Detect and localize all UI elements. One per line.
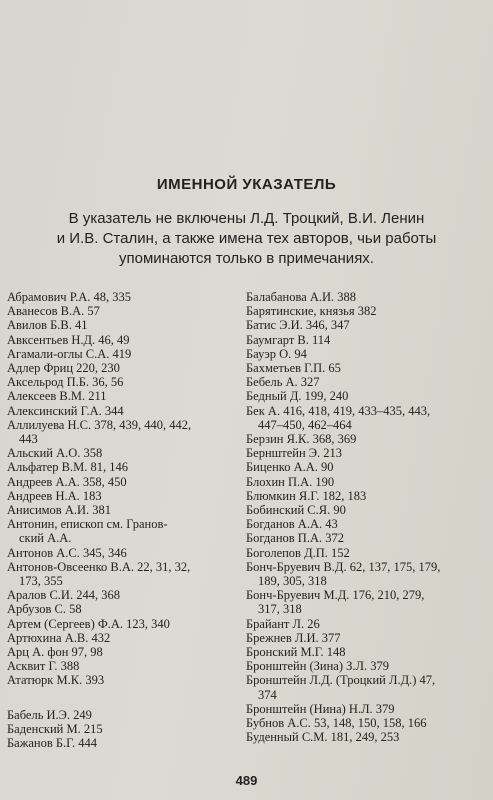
index-column-right	[246, 290, 478, 745]
entry-continuation: 317, 318	[258, 602, 302, 617]
index-entry	[7, 708, 239, 722]
entry-text: Бубнов А.С. 53, 148, 150, 158, 166	[246, 716, 427, 731]
entry-text: Баденский М. 215	[7, 721, 103, 736]
index-entry	[7, 318, 239, 332]
index-entry	[7, 304, 239, 318]
index-entry	[246, 404, 478, 432]
index-entry	[7, 475, 239, 489]
index-entry	[246, 716, 478, 730]
index-group-b	[7, 708, 239, 751]
index-entry	[7, 333, 239, 347]
entry-continuation: 189, 305, 318	[258, 574, 327, 589]
index-entry	[246, 432, 478, 446]
entry-text: Артем (Сергеев) Ф.А. 123, 340	[7, 616, 170, 631]
index-entry	[7, 460, 239, 474]
index-entry	[246, 659, 478, 673]
entry-text: Аралов С.И. 244, 368	[7, 588, 120, 603]
entry-text: Абрамович Р.А. 48, 335	[7, 290, 132, 304]
entry-text: Блохин П.А. 190	[246, 474, 335, 489]
entry-text: Боголепов Д.П. 152	[246, 545, 350, 560]
entry-text: Брежнев Л.И. 377	[246, 630, 341, 645]
index-entry	[246, 318, 478, 332]
index-entry	[7, 489, 239, 503]
entry-text: Аванесов В.А. 57	[7, 304, 100, 319]
index-entry	[7, 631, 239, 645]
entry-text: Анисимов А.И. 381	[7, 503, 112, 518]
entry-text: Антонов А.С. 345, 346	[7, 545, 127, 560]
index-entry	[246, 702, 478, 716]
intro-line: В указатель не включены Л.Д. Троцкий, В.И. Ленин	[68, 210, 425, 227]
index-group-a	[7, 290, 239, 688]
index-entry	[7, 361, 239, 375]
index-entry	[246, 560, 478, 588]
entry-text: Бажанов Б.Г. 444	[7, 736, 97, 751]
index-entry	[7, 418, 239, 446]
entry-text: Аллилуева Н.С. 378, 439, 440, 442,	[7, 417, 192, 432]
entry-text: Баумгарт В. 114	[246, 332, 331, 347]
index-entry	[246, 531, 478, 545]
entry-text: Бронский М.Г. 148	[246, 645, 346, 660]
entry-continuation: 173, 355	[19, 574, 63, 589]
entry-text: Ататюрк М.К. 393	[7, 673, 105, 688]
entry-text: Буденный С.М. 181, 249, 253	[246, 730, 400, 745]
entry-text: Биценко А.А. 90	[246, 460, 334, 475]
entry-text: Арц А. фон 97, 98	[7, 645, 103, 660]
index-entry	[246, 517, 478, 531]
index-entry	[246, 588, 478, 616]
index-entry	[246, 617, 478, 631]
entry-text: Алексинский Г.А. 344	[7, 403, 124, 418]
entry-text: Балабанова А.И. 388	[246, 290, 357, 304]
entry-text: Блюмкин Я.Г. 182, 183	[246, 488, 367, 503]
letter-gap	[7, 688, 239, 708]
index-entry	[7, 588, 239, 602]
entry-text: Бахметьев Г.П. 65	[246, 361, 341, 376]
index-entry	[246, 347, 478, 361]
index-entry	[7, 645, 239, 659]
index-entry	[7, 290, 239, 304]
index-entry	[246, 333, 478, 347]
index-entry	[7, 517, 239, 545]
index-entry	[7, 446, 239, 460]
index-entry	[7, 617, 239, 631]
entry-text: Агамали-оглы С.А. 419	[7, 346, 132, 361]
entry-continuation: 374	[258, 687, 277, 702]
index-group-b-cont	[246, 290, 478, 745]
index-entry	[246, 389, 478, 403]
index-entry	[246, 673, 478, 701]
entry-continuation: 447–450, 462–464	[258, 417, 352, 432]
entry-continuation: 443	[19, 432, 38, 447]
entry-text: Бобинский С.Я. 90	[246, 503, 346, 518]
entry-text: Батис Э.И. 346, 347	[246, 318, 350, 333]
entry-text: Андреев Н.А. 183	[7, 488, 102, 503]
entry-text: Альфатер В.М. 81, 146	[7, 460, 129, 475]
index-entry	[246, 375, 478, 389]
index-intro	[20, 209, 473, 269]
index-entry	[246, 730, 478, 744]
page-number: 489	[235, 773, 258, 788]
index-entry	[7, 375, 239, 389]
entry-text: Брайант Л. 26	[246, 616, 320, 631]
index-entry	[246, 503, 478, 517]
index-title: ИМЕННОЙ УКАЗАТЕЛЬ	[156, 176, 337, 193]
index-entry	[7, 560, 239, 588]
entry-text: Аксельрод П.Б. 36, 56	[7, 375, 124, 390]
entry-text: Богданов А.А. 43	[246, 517, 338, 532]
entry-text: Арбузов С. 58	[7, 602, 82, 617]
index-entry	[246, 631, 478, 645]
index-entry	[246, 304, 478, 318]
entry-text: Авилов Б.В. 41	[7, 318, 88, 333]
entry-text: Бонч-Бруевич М.Д. 176, 210, 279,	[246, 588, 425, 603]
index-entry	[7, 546, 239, 560]
entry-text: Андреев А.А. 358, 450	[7, 474, 127, 489]
index-entry	[7, 659, 239, 673]
index-entry	[7, 722, 239, 736]
entry-text: Бернштейн Э. 213	[246, 446, 343, 461]
entry-continuation: ский А.А.	[19, 531, 72, 546]
entry-text: Асквит Г. 388	[7, 659, 80, 674]
entry-text: Адлер Фриц 220, 230	[7, 361, 120, 376]
index-column-left	[7, 290, 239, 750]
entry-text: Бронштейн (Нина) Н.Л. 379	[246, 701, 395, 716]
entry-text: Альский А.О. 358	[7, 446, 103, 461]
entry-text: Артюхина А.В. 432	[7, 630, 111, 645]
intro-line: и И.В. Сталин, а также имена тех авторов, чьи работы	[56, 230, 437, 247]
entry-text: Антонин, епископ см. Гранов-	[7, 517, 168, 532]
entry-text: Антонов-Овсеенко В.А. 22, 31, 32,	[7, 559, 191, 574]
index-entry	[7, 602, 239, 616]
index-entry	[7, 673, 239, 687]
entry-text: Бронштейн (Зина) З.Л. 379	[246, 659, 390, 674]
intro-line: упоминаются только в примечаниях.	[119, 250, 374, 267]
index-entry	[246, 361, 478, 375]
index-entry	[246, 645, 478, 659]
index-entry	[246, 290, 478, 304]
entry-text: Богданов П.А. 372	[246, 531, 344, 546]
entry-text: Берзин Я.К. 368, 369	[246, 432, 357, 447]
entry-text: Бек А. 416, 418, 419, 433–435, 443,	[246, 403, 431, 418]
index-entry	[7, 503, 239, 517]
index-entry	[246, 446, 478, 460]
entry-text: Бонч-Бруевич В.Д. 62, 137, 175, 179,	[246, 559, 441, 574]
index-entry	[246, 489, 478, 503]
entry-text: Бедный Д. 199, 240	[246, 389, 349, 404]
index-entry	[7, 347, 239, 361]
index-entry	[246, 546, 478, 560]
entry-text: Бауэр О. 94	[246, 346, 307, 361]
entry-text: Бебель А. 327	[246, 375, 320, 390]
index-entry	[246, 460, 478, 474]
entry-text: Барятинские, князья 382	[246, 304, 377, 319]
index-entry	[7, 736, 239, 750]
index-entry	[7, 404, 239, 418]
index-entry	[7, 389, 239, 403]
entry-text: Бронштейн Л.Д. (Троцкий Л.Д.) 47,	[246, 673, 436, 688]
index-entry	[246, 475, 478, 489]
entry-text: Бабель И.Э. 249	[7, 707, 92, 722]
entry-text: Авксентьев Н.Д. 46, 49	[7, 332, 130, 347]
entry-text: Алексеев В.М. 211	[7, 389, 107, 404]
